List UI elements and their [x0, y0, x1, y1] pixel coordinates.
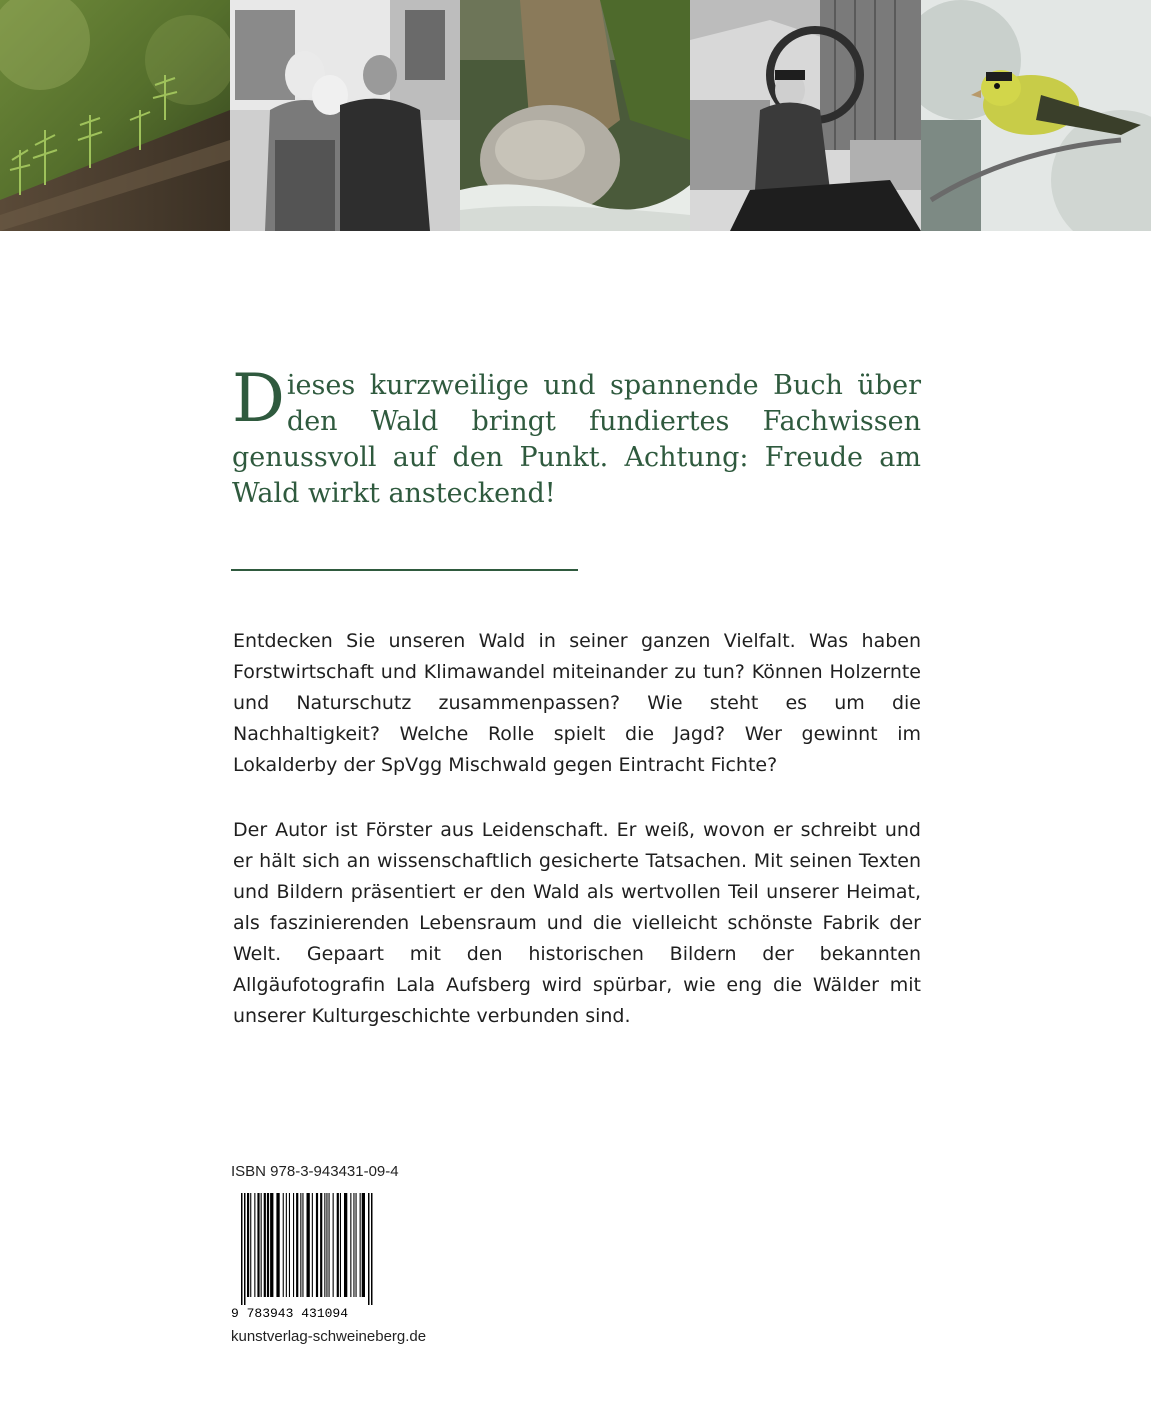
photo-strip [0, 0, 1151, 231]
barcode-guard-bar [244, 1193, 246, 1305]
barcode-bar [264, 1193, 266, 1297]
barcode-bar [247, 1193, 249, 1297]
barcode-bar [276, 1193, 279, 1297]
barcode-bar [340, 1193, 341, 1297]
divider-rule [231, 569, 578, 571]
publisher-website: kunstverlag-schweineberg.de [231, 1328, 427, 1345]
barcode-digits: 9 783943 431094 [231, 1306, 349, 1321]
barcode-bar [333, 1193, 334, 1297]
photo-tree-on-boulder [460, 0, 690, 231]
barcode-bar [324, 1193, 325, 1297]
barcode-guard-bar [371, 1193, 373, 1305]
barcode-bar [329, 1193, 330, 1297]
barcode-bar [360, 1193, 361, 1297]
isbn-label: ISBN 978-3-943431-09-4 [231, 1163, 399, 1180]
barcode-bar [289, 1193, 290, 1297]
description-paragraph-2: Der Autor ist Förster aus Leidenschaft. Er weiß, wovon er schreibt und er hält sich an wissenschaftlich gesicherte Tatsachen. Mit seinen Texten und Bildern präsentiert er den Wald als wertvollen Teil unserer Heimat, als faszinierenden Lebensraum und die vielleicht schönste Fabrik der Welt. Gepaart mit den historischen Bildern der bekannten Allgäufotografin Lala Aufsberg wird spürbar, wie eng die Wälder mit unserer Kulturgeschichte verbunden sind. [233, 819, 921, 1027]
teaser-quote [232, 360, 921, 512]
drop-cap: D [232, 360, 285, 437]
barcode-guard-bar [241, 1193, 243, 1305]
barcode-bar [350, 1193, 351, 1297]
barcode-bar [362, 1193, 365, 1297]
barcode-bar [250, 1193, 251, 1297]
photo-man-at-watermill [690, 0, 921, 231]
barcode-bar [326, 1193, 327, 1297]
description-paragraph-1: Entdecken Sie unseren Wald in seiner ganzen Vielfalt. Was haben Forstwirtschaft und Klimawandel miteinander zu tun? Können Holzernte und Naturschutz zusammenpassen? Wie steht es um die Nachhaltigkeit? Welche Rolle spielt die Jagd? Wer gewinnt im Lokalderby der SpVgg Mischwald gegen Eintracht Fichte? [233, 630, 921, 776]
barcode-bar [261, 1193, 262, 1297]
photo-moss-seedlings [0, 0, 230, 231]
barcode-bar [267, 1193, 269, 1297]
barcode-bar [296, 1193, 298, 1297]
barcode-bar [316, 1193, 318, 1297]
barcode-bar [356, 1193, 357, 1297]
barcode-guard-bar [368, 1193, 370, 1305]
barcode-bar [344, 1193, 347, 1297]
barcode-bar [293, 1193, 294, 1297]
barcode-bar [286, 1193, 287, 1297]
barcode-bar [337, 1193, 339, 1297]
barcode-bar [307, 1193, 310, 1297]
barcode-bar [257, 1193, 259, 1297]
photo-women-with-baby [230, 0, 460, 231]
isbn-barcode [231, 1193, 376, 1323]
barcode-bar [302, 1193, 303, 1297]
barcode-bar [353, 1193, 354, 1297]
barcode-bar [254, 1193, 255, 1297]
barcode-bars [241, 1193, 373, 1305]
barcode-bar [270, 1193, 273, 1297]
barcode-bar [320, 1193, 322, 1297]
photo-siskin-bird [921, 0, 1151, 231]
barcode-bar [283, 1193, 284, 1297]
teaser-text: ieses kurzweilige und spannende Buch über den Wald bringt fundiertes Fachwissen genussvoll auf den Punkt. Achtung: Freude am Wald wirkt ansteckend! [232, 370, 921, 509]
barcode-bar [312, 1193, 313, 1297]
barcode-bar [300, 1193, 301, 1297]
